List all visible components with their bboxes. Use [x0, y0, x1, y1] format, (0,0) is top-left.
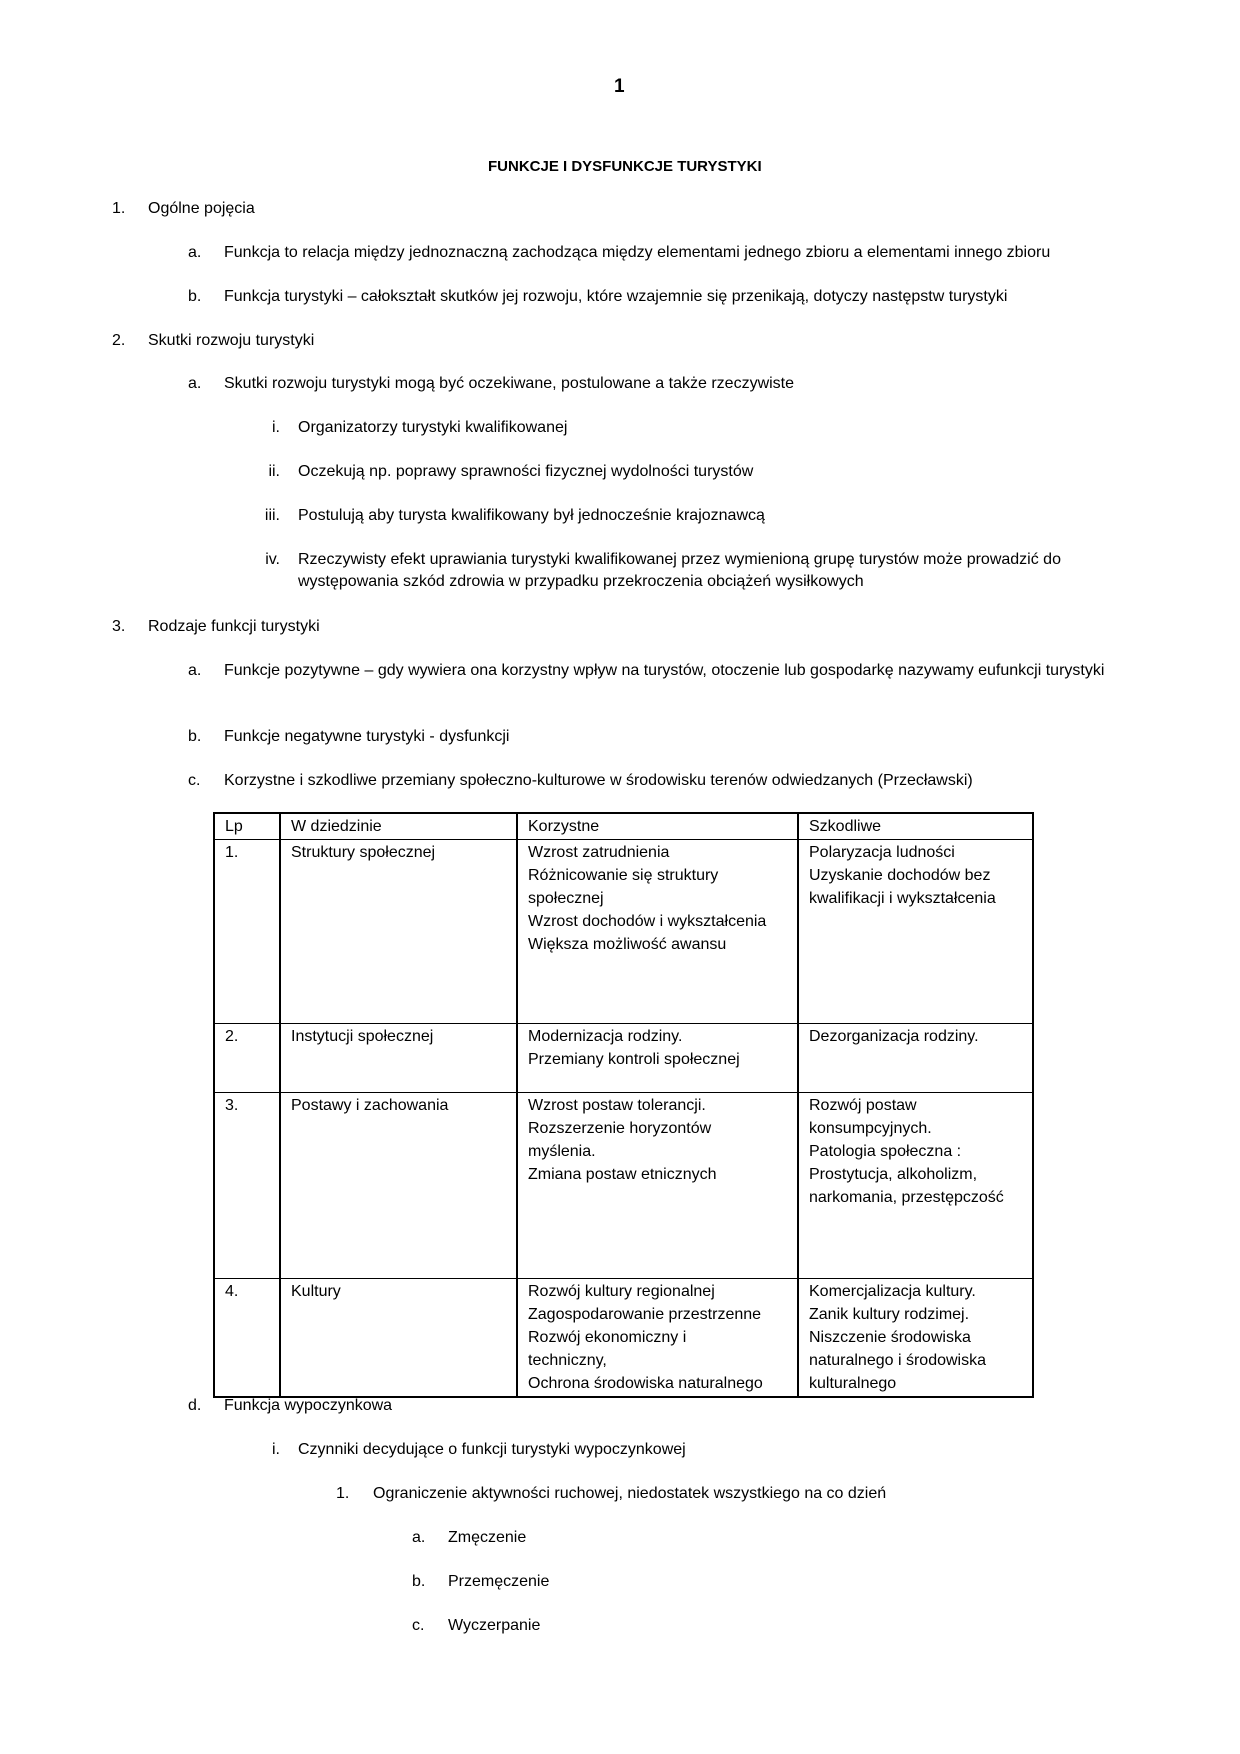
section-3-heading: Rodzaje funkcji turystyki	[148, 618, 320, 635]
table-header-cell: Korzystne	[517, 813, 798, 840]
list-item: Rzeczywisty efekt uprawiania turystyki kwalifikowanej przez wymienioną grupę turystów może prowadzić do występowania szkód zdrowia w przypadku przekroczenia obciążeń wysiłkowych	[298, 551, 1061, 590]
cell-line: Większa możliwość awansu	[528, 936, 727, 953]
section-3-number: 3.	[112, 618, 126, 635]
list-item: Funkcja wypoczynkowa	[224, 1397, 393, 1414]
section-2-heading: Skutki rozwoju turystyki	[148, 332, 315, 349]
list-marker: a.	[188, 244, 202, 261]
table-cell-positive	[517, 1279, 798, 1398]
table-header-cell: W dziedzinie	[280, 813, 517, 840]
list-marker: b.	[412, 1573, 426, 1590]
table-cell-positive	[517, 1024, 798, 1093]
cell-line: kulturalnego	[809, 1375, 897, 1392]
table-cell-positive	[517, 840, 798, 1024]
table-row	[214, 1093, 1033, 1279]
cell-line: Zagospodarowanie przestrzenne	[528, 1306, 762, 1323]
list-item: Ograniczenie aktywności ruchowej, niedostatek wszystkiego na co dzień	[373, 1485, 887, 1502]
cell-line: społecznej	[528, 890, 604, 907]
table-cell-negative	[798, 1279, 1033, 1398]
list-item: Funkcja turystyki – całokształt skutków jej rozwoju, które wzajemnie się przenikają, dotyczy następstw turystyki	[224, 288, 1008, 305]
table-cell-negative	[798, 1093, 1033, 1279]
list-item: Funkcja to relacja między jednoznaczną zachodząca między elementami jednego zbioru a elementami innego zbioru	[224, 244, 1051, 261]
list-item: Korzystne i szkodliwe przemiany społeczno-kulturowe w środowisku terenów odwiedzanych (Przecławski)	[224, 772, 973, 789]
table-cell-lp: 2.	[214, 1024, 280, 1093]
table-row	[214, 840, 1033, 1024]
cell-line: Komercjalizacja kultury.	[809, 1283, 976, 1300]
cell-line: kwalifikacji i wykształcenia	[809, 890, 996, 907]
list-item: Wyczerpanie	[448, 1617, 541, 1634]
list-item: Czynniki decydujące o funkcji turystyki wypoczynkowej	[298, 1441, 686, 1458]
cell-line: Modernizacja rodziny.	[528, 1028, 683, 1045]
table-cell-positive	[517, 1093, 798, 1279]
list-marker: 1.	[336, 1485, 350, 1502]
table-header-cell: Lp	[214, 813, 280, 840]
table-cell-lp: 1.	[214, 840, 280, 1024]
cell-line: Zanik kultury rodzimej.	[809, 1306, 970, 1323]
table-cell-domain: Kultury	[280, 1279, 517, 1398]
table-cell-lp: 4.	[214, 1279, 280, 1398]
table-cell-negative	[798, 840, 1033, 1024]
list-marker: a.	[188, 662, 202, 679]
table-row	[214, 1024, 1033, 1093]
cell-line: Wzrost dochodów i wykształcenia	[528, 913, 767, 930]
table-cell-domain: Instytucji społecznej	[280, 1024, 517, 1093]
list-marker: a.	[412, 1529, 426, 1546]
cell-line: Przemiany kontroli społecznej	[528, 1051, 740, 1068]
cell-line: Rozwój postaw	[809, 1097, 917, 1114]
cell-line: Różnicowanie się struktury	[528, 867, 719, 884]
cell-line: Dezorganizacja rodziny.	[809, 1028, 979, 1045]
list-item: Przemęczenie	[448, 1573, 550, 1590]
list-marker: i.	[272, 1441, 280, 1458]
list-item: Oczekują np. poprawy sprawności fizycznej wydolności turystów	[298, 463, 754, 480]
list-marker: a.	[188, 375, 202, 392]
cell-line: Rozszerzenie horyzontów	[528, 1120, 712, 1137]
list-marker: c.	[188, 772, 201, 789]
document-title: FUNKCJE I DYSFUNKCJE TURYSTYKI	[488, 158, 762, 175]
cell-line: Prostytucja, alkoholizm,	[809, 1166, 978, 1183]
cell-line: narkomania, przestępczość	[809, 1189, 1004, 1206]
table-cell-lp: 3.	[214, 1093, 280, 1279]
cell-line: Ochrona środowiska naturalnego	[528, 1375, 763, 1392]
list-item: Organizatorzy turystyki kwalifikowanej	[298, 419, 568, 436]
cell-line: Polaryzacja ludności	[809, 844, 955, 861]
list-item: Postulują aby turysta kwalifikowany był jednocześnie krajoznawcą	[298, 507, 765, 524]
list-item: Funkcje negatywne turystyki - dysfunkcji	[224, 728, 510, 745]
list-marker: d.	[188, 1397, 202, 1414]
cell-line: myślenia.	[528, 1143, 596, 1160]
cell-line: Rozwój kultury regionalnej	[528, 1283, 715, 1300]
section-2-number: 2.	[112, 332, 126, 349]
list-marker: b.	[188, 728, 202, 745]
list-marker: c.	[412, 1617, 425, 1634]
section-1-heading: Ogólne pojęcia	[148, 200, 255, 217]
cell-line: Wzrost zatrudnienia	[528, 844, 670, 861]
table-cell-domain: Struktury społecznej	[280, 840, 517, 1024]
cell-line: konsumpcyjnych.	[809, 1120, 932, 1137]
cell-line: Niszczenie środowiska	[809, 1329, 971, 1346]
cell-line: techniczny,	[528, 1352, 607, 1369]
list-marker: b.	[188, 288, 202, 305]
section-1-number: 1.	[112, 200, 126, 217]
list-marker: iii.	[264, 507, 280, 524]
list-item: Zmęczenie	[448, 1529, 527, 1546]
list-marker: iv.	[265, 551, 280, 568]
cell-line: Zmiana postaw etnicznych	[528, 1166, 717, 1183]
table-cell-negative	[798, 1024, 1033, 1093]
cell-line: naturalnego i środowiska	[809, 1352, 986, 1369]
list-item: Skutki rozwoju turystyki mogą być oczekiwane, postulowane a także rzeczywiste	[224, 375, 795, 392]
changes-table	[213, 812, 1034, 1398]
cell-line: Uzyskanie dochodów bez	[809, 867, 991, 884]
cell-line: Patologia społeczna :	[809, 1143, 962, 1160]
cell-line: Rozwój ekonomiczny i	[528, 1329, 687, 1346]
table-header-row	[214, 813, 1033, 840]
cell-line: Wzrost postaw tolerancji.	[528, 1097, 706, 1114]
table-cell-domain: Postawy i zachowania	[280, 1093, 517, 1279]
list-marker: i.	[272, 419, 280, 436]
page-number: 1	[614, 76, 625, 97]
list-item: Funkcje pozytywne – gdy wywiera ona korzystny wpływ na turystów, otoczenie lub gospodarkę nazywamy eufunkcji turystyki	[224, 662, 1105, 679]
list-marker: ii.	[268, 463, 280, 480]
table-header-cell: Szkodliwe	[798, 813, 1033, 840]
table-row	[214, 1279, 1033, 1398]
